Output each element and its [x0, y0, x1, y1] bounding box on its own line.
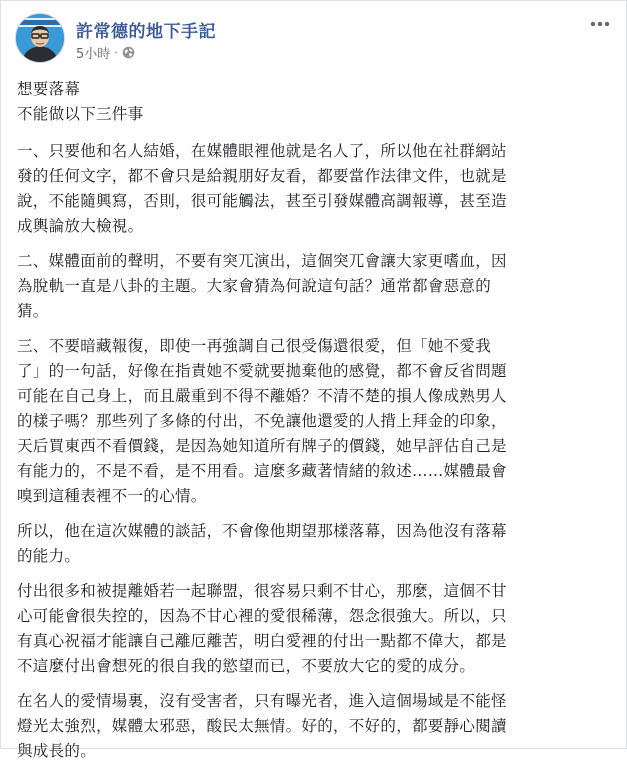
- post-paragraph: 三、不要暗藏報復，即使一再強調自己很受傷還很愛，但「她不愛我 了」的一句話，好像在指責她不愛就要拋棄他的感覺，都不會反省問題 可能在自己身上，而且嚴重到不得不離婚？不清不楚的損人像成熟男人 的樣子嗎？那些列了多條的付出，不免讓他還愛的人揹上拜金的印象， 天后買東西不看價錢，是因為她知道所有牌子的價錢，她早評估自己是 有能力的，不是不看，是不用看。這麼多藏著情緒的敘述……媒體最會 嗅到這種表裡不一的心情。: [17, 337, 507, 505]
- post-meta: [76, 43, 135, 62]
- post-paragraph: 付出很多和被提離婚若一起聯盟，很容易只剩不甘心，那麼，這個不甘 心可能會很失控的，因為不甘心裡的愛很稀薄，怨念很強大。所以，只 有真心祝福才能讓自己離厄離苦，明白愛裡的付出一點都不偉大，都是 不這麼付出會想死的很自我的慾望而已，不要放大它的愛的成分。: [17, 582, 507, 675]
- post-paragraph: 所以，他在這次媒體的談話，不會像他期望那樣落幕，因為他沒有落幕 的能力。: [17, 522, 507, 565]
- meta-separator: ·: [114, 46, 118, 59]
- post-timestamp[interactable]: 5小時: [76, 47, 111, 62]
- author-avatar[interactable]: [15, 13, 65, 63]
- author-name[interactable]: 許常德的地下手記: [76, 22, 216, 42]
- post-header: [15, 13, 615, 63]
- post-paragraph: 想要落幕 不能做以下三件事: [17, 80, 144, 123]
- post-paragraph: 二、媒體面前的聲明，不要有突兀演出，這個突兀會讓大家更嗜血，因 為脫軌一直是八卦的主題。大家會猜為何說這句話？通常都會惡意的 猜。: [17, 252, 507, 320]
- globe-icon[interactable]: [122, 46, 135, 59]
- post-paragraph: 在名人的愛情場裏，沒有受害者，只有曝光者，進入這個場域是不能怪 燈光太強烈，媒體太邪惡，酸民太無情。好的，不好的，都要靜心閱讀 與成長的。: [17, 692, 507, 760]
- more-options-icon[interactable]: [587, 15, 613, 33]
- post-body: [17, 77, 615, 774]
- avatar-image: [16, 14, 64, 62]
- post-paragraph: 一、只要他和名人結婚，在媒體眼裡他就是名人了，所以他在社群網站 發的任何文字，都不會只是給親朋好友看，都要當作法律文件，也就是 說，不能隨興寫，否則，很可能觸法，甚至引發媒體高調報導，甚至造 成輿論放大檢視。: [17, 142, 507, 235]
